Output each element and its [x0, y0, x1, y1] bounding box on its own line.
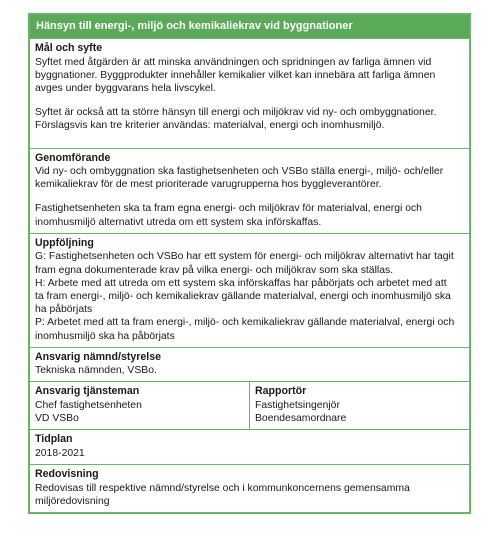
section-heading: Ansvarig tjänsteman	[35, 385, 140, 398]
section-tidplan	[30, 429, 469, 464]
section-heading: Rapportör	[255, 385, 307, 398]
section-text: Syftet är också att ta större hänsyn till energi och miljökrav vid ny- och ombyggnationer. Förslagsvis kan tre kriterier användas: materialval, energi och inomhusmiljö.	[35, 107, 437, 132]
section-text: Chef fastighetsenheten VD VSBo	[35, 399, 142, 425]
section-text: Fastighetsingenjör Boendesamordnare	[255, 399, 347, 425]
uppfoljning-g: G: Fastighetsenheten och VSBo har ett system för energi- och miljökrav alternativt har tagit fram egna dokumenterade krav på vilka energi- och miljökrav som ska ställas.	[35, 251, 454, 276]
section-heading: Redovisning	[35, 468, 99, 481]
section-text: Syftet med åtgärden är att minska användningen och spridningen av farliga ämnen vid byggnationer. Byggprodukter innehåller kemikalier vilket kan innebära att farliga ämnen avges under byggvarans hela livscykel.	[35, 56, 436, 94]
section-redovisning	[30, 464, 469, 512]
section-text: Tekniska nämnden, VSBo.	[35, 365, 157, 377]
card-title: Hänsyn till energi-, miljö och kemikaliekrav vid byggnationer	[30, 15, 469, 38]
cell-ansvarig-tjansteman	[30, 382, 249, 429]
section-text: Redovisas till respektive nämnd/styrelse och i kommunkoncernens gemensamma miljöredovisning	[35, 482, 410, 507]
section-uppfoljning	[30, 233, 469, 347]
section-heading: Genomförande	[35, 151, 111, 164]
section-genomforande	[30, 148, 469, 233]
section-text: 2018-2021	[35, 447, 85, 459]
section-heading: Ansvarig nämnd/styrelse	[35, 350, 161, 363]
section-mal-och-syfte	[30, 38, 469, 148]
measure-card	[28, 13, 471, 514]
cell-rapportor	[249, 382, 469, 429]
responsibility-row	[30, 381, 469, 429]
uppfoljning-h: H: Arbete med att utreda om ett system ska införskaffas har påbörjats och arbetet med att ta fram energi-, miljö- och kemikaliekrav gällande materialval, energi och inomhusmiljö ska ha påbörjats	[35, 277, 451, 316]
section-heading: Tidplan	[35, 433, 73, 446]
section-text: Vid ny- och ombyggnation ska fastighetsenheten och VSBo ställa energi-, miljö- och/eller kemikaliekrav för de mest prioriterade varugrupperna hos byggleverantörer.	[35, 166, 444, 191]
section-heading: Uppföljning	[35, 236, 94, 249]
uppfoljning-p: P: Arbetet med att ta fram energi-, miljö- och kemikaliekrav gällande materialval, energi och inomhusmiljö ska ha påbörjats	[35, 317, 455, 342]
section-text: Fastighetsenheten ska ta fram egna energi- och miljökrav för materialval, energi och inomhusmiljö alternativt utreda om ett system ska införskaffas.	[35, 203, 422, 228]
section-heading: Mål och syfte	[35, 42, 103, 54]
section-ansvarig-namnd	[30, 347, 469, 382]
